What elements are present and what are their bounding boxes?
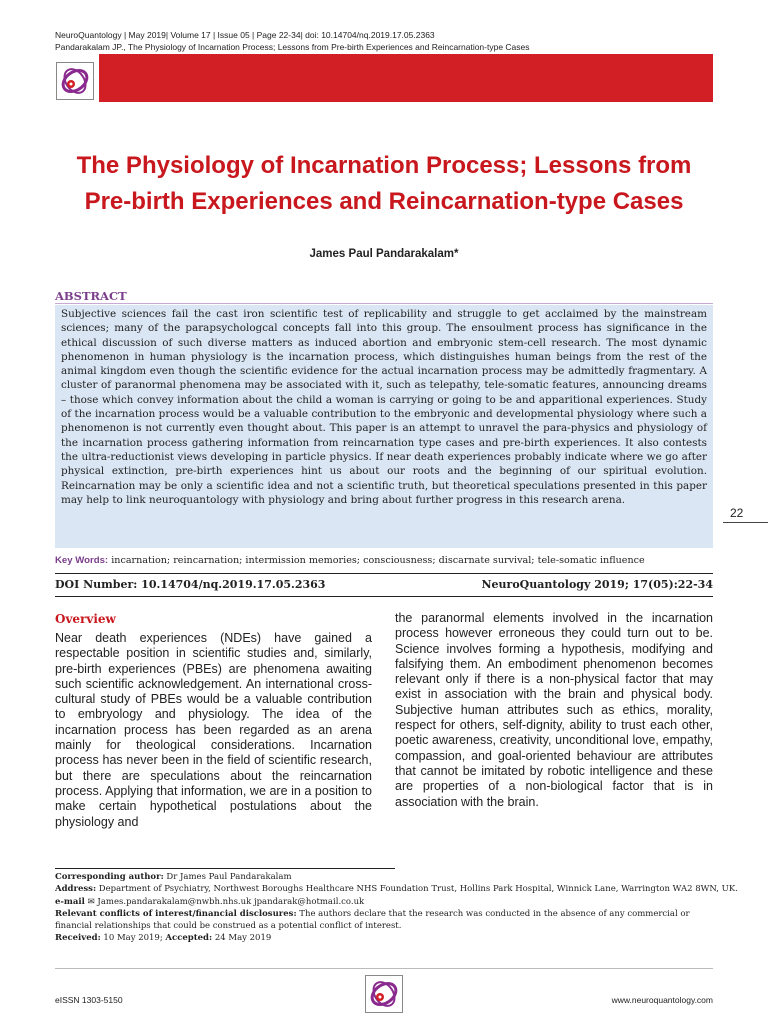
email (55, 896, 715, 908)
abstract-divider (55, 303, 713, 304)
author-name: James Paul Pandarakalam* (309, 248, 459, 260)
email-label: e-mail (55, 896, 85, 907)
email-value: James.pandarakalam@nwbh.nhs.uk jpandarak@hotmail.co.uk (94, 896, 365, 907)
eissn: eISSN 1303-5150 (55, 995, 123, 1005)
corresponding-author-label: Corresponding author: (55, 872, 164, 882)
corresponding-author (55, 871, 715, 883)
conflicts-label: Relevant conflicts of interest/financial disclosures: (55, 908, 297, 919)
abstract-text: Subjective sciences fail the cast iron scientific test of replicability and struggle to get acclaimed by the mainstream sciences; many of the parapsychologcal concepts fall into this group. The ensoulment process has significance in the ethical discussion of such diverse matters as induced abortion and embryonic stem-cell research. The most dynamic phenomenon in human physiology is the incarnation process, which distinguishes human beings from the rest of the animal kingdom even though the scientific evidence for the actual incarnation process may be admittedly fragmentary. A cluster of paranormal phenomena may be associated with it, such as telepathy, tele-somatic features, announcing dreams – those which convey information about the child a woman is carrying or going to be and apparitional experiences. Study of the incarnation process would be a valuable contribution to the embryonic and developmental physiology where such a phenomenon is not currently even thought about. This paper is an attempt to unravel the para-physics and physiology of the incarnation process gathering information from reincarnation type cases and pre-birth experiences. It also contests the ultra-reductionist views developing in particle physics. If near death experiences probably indicate where we go after physical extinction, pre-birth experiences hint us about our roots and the beginning of our spiritual evolution. Reincarnation may be only a scientific idea and not a scientific truth, but theoretical speculations presented in this paper may help to link neuroquantology with physiology and bring about further progress in this research arena. (55, 305, 713, 548)
doi-number: DOI Number: 10.14704/nq.2019.17.05.2363 (55, 578, 326, 591)
doi-top-rule (55, 573, 713, 574)
doi-bar (55, 578, 713, 591)
received-value: 10 May 2019; (100, 933, 166, 944)
conflicts (55, 908, 715, 920)
address-value: Department of Psychiatry, Northwest Boroughs Healthcare NHS Foundation Trust, Hollins Park Hospital, Winnick Lane, Warrington WA2 8WN, UK. (96, 884, 738, 895)
abstract-heading: ABSTRACT (55, 289, 127, 303)
title-line-1: The Physiology of Incarnation Process; Lessons from (76, 152, 692, 179)
body-paragraph-right: the paranormal elements involved in the incarnation process however erroneous they could turn out to be. Science involves forming a hypothesis, modifying and falsifying them. An embodiment phenomenon becomes relevant only if there is a non-physical factor that may exist in association with the brain and physical body. Subjective human attributes such as ethics, morality, respect for others, self-dignity, ability to trust each other, poetic awareness, creativity, unconditional love, empathy, compassion, and goal-oriented behaviour are attributes that cannot be imitated by robotic intelligence and these are properties of a non-biological factor that is in association with the brain. (395, 611, 713, 809)
footer-rule (55, 968, 713, 969)
page-number-rule (723, 522, 768, 523)
website-link[interactable]: www.neuroquantology.com (611, 995, 713, 1005)
address (55, 883, 738, 895)
footnote (55, 871, 738, 945)
doi-bottom-rule (55, 596, 713, 597)
keywords (55, 555, 735, 566)
page-number: 22 (730, 506, 744, 520)
accepted-label: Accepted: (165, 933, 213, 944)
title-line-2: Pre-birth Experiences and Reincarnation-type Cases (84, 188, 684, 215)
article-title (40, 148, 728, 220)
keywords-list: incarnation; reincarnation; intermission memories; consciousness; discarnate survival; tele-somatic influence (111, 555, 645, 566)
footer-logo-icon (365, 975, 403, 1013)
accepted-value: 24 May 2019 (212, 933, 272, 944)
received-label: Received: (55, 933, 101, 944)
address-label: Address: (55, 884, 97, 895)
header-accent-bar (99, 54, 713, 102)
dates (55, 932, 715, 944)
body-column-left (55, 611, 372, 830)
conflicts-continued: financial relationships that could be construed as a potential conflict of interest. (55, 921, 402, 932)
conflicts-value: The authors declare that the research was conducted in the absence of any commercial or (296, 908, 690, 919)
keywords-label: Key Words: (55, 555, 109, 566)
journal-citation-line: NeuroQuantology | May 2019| Volume 17 | Issue 05 | Page 22-34| doi: 10.14704/nq.2019.17.05.2363 (55, 30, 435, 40)
article-running-title: Pandarakalam JP., The Physiology of Incarnation Process; Lessons from Pre-birth Experiences and Reincarnation-type Cases (55, 42, 530, 52)
body-paragraph-left: Near death experiences (NDEs) have gained a respectable position in scientific studies and, similarly, pre-birth experiences (PBEs) are phenomena awaiting such scientific acknowledgement. An international cross-cultural study of PBEs would be a valuable contribution to embryology and physiology. The idea of the incarnation process has been regarded as an arena mainly for theological considerations. Incarnation process has never been in the field of scientific research, but there are speculations about the reincarnation process. Applying that information, we are in a position to make certain hypothetical postulations about the physiology and (55, 631, 372, 829)
body-column-right (395, 611, 713, 810)
neuroquantology-logo-icon (56, 62, 94, 100)
journal-reference: NeuroQuantology 2019; 17(05):22-34 (481, 578, 713, 591)
envelope-icon: ✉ (87, 896, 95, 907)
corresponding-author-value: Dr James Paul Pandarakalam (163, 872, 292, 882)
section-heading-overview: Overview (55, 612, 116, 626)
footnote-rule (55, 868, 395, 869)
